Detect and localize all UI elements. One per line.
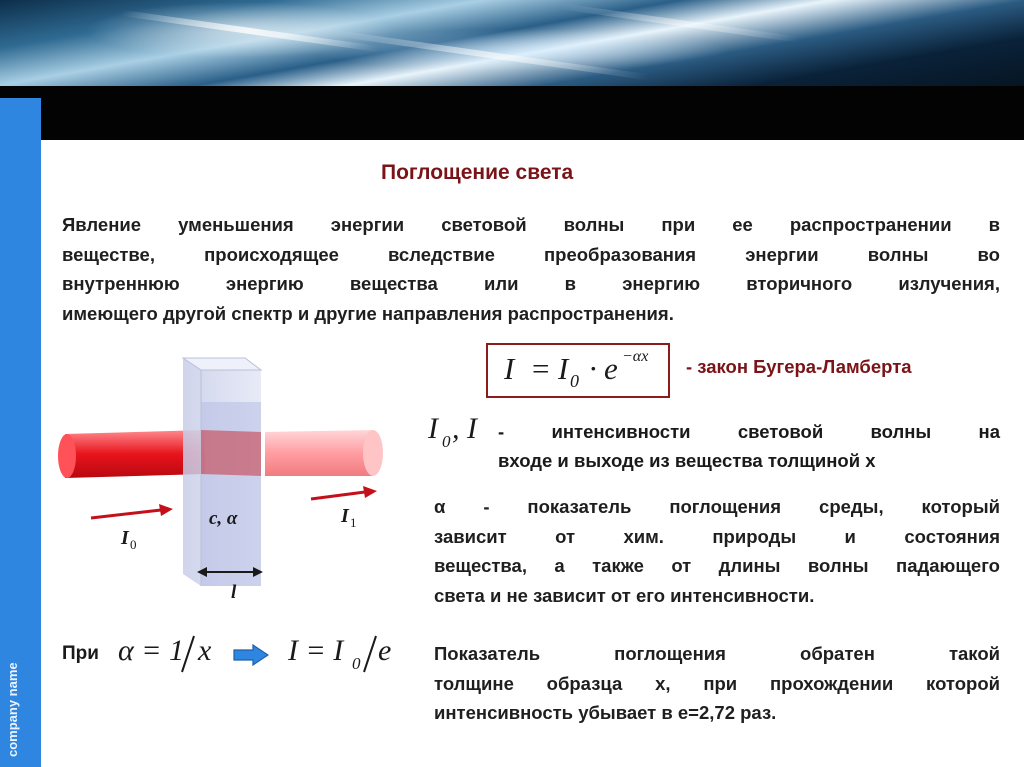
result-sub-zero: 0 xyxy=(352,654,361,673)
intro-line: веществе, происходящее вследствие преобразования энергии волны во xyxy=(62,243,1000,265)
alpha-description xyxy=(434,492,1000,610)
symbol-I0: I xyxy=(428,412,438,445)
bouguer-lambert-formula xyxy=(486,343,670,398)
formula-e: e xyxy=(604,351,618,386)
intro-line: Явление уменьшения энергии световой волны при ее распространении в xyxy=(62,214,1000,235)
slide-title: Поглощение света xyxy=(381,161,574,184)
label-I0: I xyxy=(121,527,129,549)
formula-equals: = xyxy=(530,351,551,386)
label-I0-sub: 0 xyxy=(130,537,137,552)
formula-I0: I xyxy=(558,351,569,386)
note-line: Показатель поглощения обратен такой xyxy=(434,643,1000,664)
intro-line: внутреннюю энергию вещества или в энергию вторичного излучения, xyxy=(62,273,1000,294)
alpha-line: света и не зависит от его интенсивности. xyxy=(434,584,815,606)
incoming-beam-end xyxy=(58,434,76,478)
formula-I: I xyxy=(504,351,515,386)
header-banner xyxy=(0,0,1024,86)
absorption-diagram xyxy=(55,352,395,607)
alpha-line: вещества, а также от длины волны падающего xyxy=(434,555,1000,576)
result-e: e xyxy=(378,634,392,667)
symbol-sub-zero: 0 xyxy=(442,432,451,451)
note-line: толщине образца x, при прохождении которой xyxy=(434,672,1000,694)
label-thickness: l xyxy=(231,582,237,603)
symbol-I: , I xyxy=(452,412,477,445)
note-line: интенсивность убывает в е=2,72 раз. xyxy=(434,702,777,723)
alpha-equals-one: α = 1 xyxy=(118,634,184,667)
formula-exponent: −αx xyxy=(622,348,649,365)
condition-x: x xyxy=(198,634,212,667)
outgoing-beam xyxy=(265,430,373,476)
result-I-equals-I0: I = I xyxy=(288,634,344,667)
condition-label: При xyxy=(62,643,99,664)
alpha-line: α - показатель поглощения среды, который xyxy=(434,496,1000,517)
formula-dot: · xyxy=(589,351,597,386)
header-dark-bar xyxy=(0,86,1024,140)
intro-line: имеющего другой спектр и другие направления распространения. xyxy=(62,302,674,324)
formula-sub-zero: 0 xyxy=(570,371,579,391)
alpha-line: зависит от хим. природы и состояния xyxy=(434,525,1000,547)
intensity-desc-line: - интенсивности световой волны на xyxy=(498,421,1000,442)
incident-arrow-icon xyxy=(91,504,173,518)
fraction-slash-icon xyxy=(178,632,198,676)
right-arrow-icon xyxy=(233,644,269,666)
intro-paragraph xyxy=(62,210,1000,328)
beam-in-sample xyxy=(201,430,261,476)
label-I1: I xyxy=(341,505,349,527)
transmitted-arrow-icon xyxy=(311,486,377,499)
note-paragraph xyxy=(434,639,1000,728)
fraction-slash-icon xyxy=(360,632,380,676)
outgoing-beam-end xyxy=(363,430,383,476)
intensity-desc-line: входе и выходе из вещества толщиной x xyxy=(498,450,876,471)
law-label: - закон Бугера-Ламберта xyxy=(686,356,912,377)
label-c-alpha: c, α xyxy=(209,508,238,529)
label-I1-sub: 1 xyxy=(350,515,357,530)
company-name: company name xyxy=(5,662,20,757)
cuvette-liquid xyxy=(201,402,261,586)
